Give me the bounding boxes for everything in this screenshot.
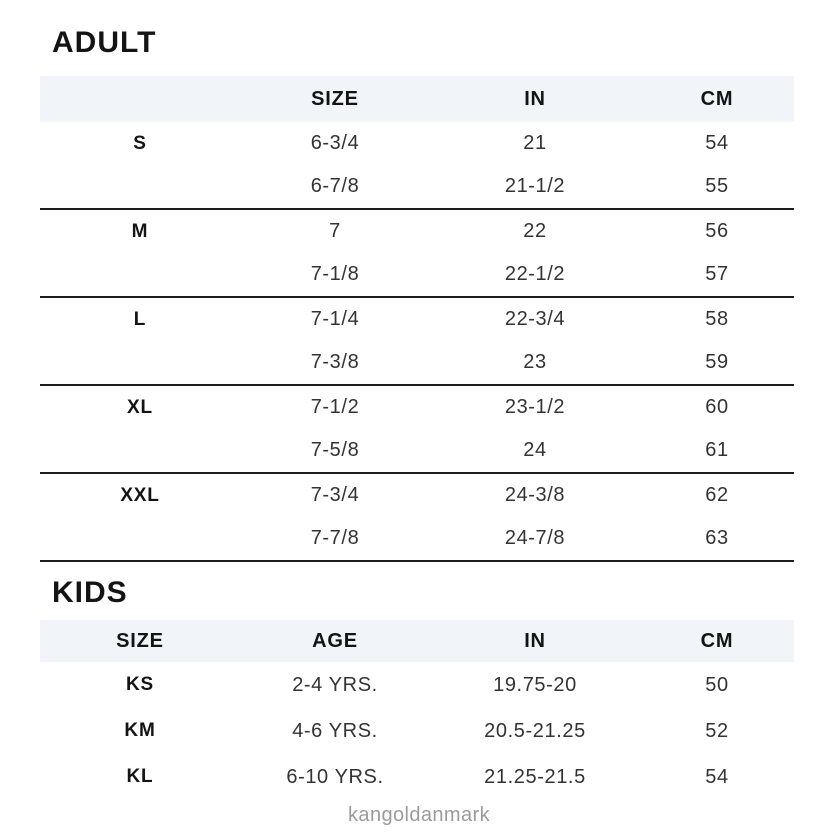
inches-value: 19.75-20 [493,673,577,696]
inches-value: 22-1/2 [504,263,566,285]
adult-size-group-l [40,298,794,386]
inches-value: 23 [523,351,547,373]
cm-value: 63 [705,527,729,549]
kids-header-size: SIZE [116,629,164,652]
adult-header-in: IN [524,87,546,110]
inches-value: 23-1/2 [504,396,566,418]
table-row [40,386,794,429]
size-label: KL [126,766,154,787]
size-label: L [133,308,147,330]
adult-size-group-xl [40,386,794,474]
adult-section-title: ADULT [52,26,157,59]
table-row [40,165,794,208]
size-label: M [131,220,149,242]
size-value: 7-7/8 [310,527,360,549]
adult-size-table [40,76,794,562]
size-value: 6-7/8 [310,175,360,197]
size-value: 7-1/2 [310,396,360,418]
adult-size-group-s [40,122,794,210]
size-label: KM [124,720,156,741]
table-row [40,341,794,384]
inches-value: 20.5-21.25 [484,719,586,742]
cm-value: 60 [705,396,729,418]
size-value: 7-3/8 [310,351,360,373]
size-value: 7-1/8 [310,263,360,285]
inches-value: 22-3/4 [504,308,566,330]
cm-value: 59 [705,351,729,373]
table-row [40,662,794,708]
cm-value: 55 [705,175,729,197]
inches-value: 22 [523,220,547,242]
inches-value: 24-7/8 [504,527,566,549]
size-label: S [133,132,147,154]
table-row [40,253,794,296]
size-value: 7 [329,220,341,242]
size-label: XL [127,396,153,418]
table-row [40,429,794,472]
table-row [40,298,794,341]
age-value: 4-6 YRS. [292,719,378,742]
inches-value: 21 [523,132,547,154]
cm-value: 58 [705,308,729,330]
size-value: 7-1/4 [310,308,360,330]
kids-header-in: IN [524,629,546,652]
cm-value: 61 [705,439,729,461]
inches-value: 24-3/8 [504,484,566,506]
kids-header-cm: CM [700,629,734,652]
size-label: KS [126,674,154,695]
inches-value: 21-1/2 [504,175,566,197]
inches-value: 24 [523,439,547,461]
size-value: 7-3/4 [310,484,360,506]
table-row [40,754,794,800]
cm-value: 62 [705,484,729,506]
kids-section-title: KIDS [52,576,128,609]
kids-header-age: AGE [312,629,358,652]
table-row [40,708,794,754]
table-row [40,474,794,517]
kids-table-header-row [40,620,794,662]
cm-value: 50 [705,673,729,696]
table-row [40,122,794,165]
size-value: 6-3/4 [310,132,360,154]
age-value: 2-4 YRS. [292,673,378,696]
size-value: 7-5/8 [310,439,360,461]
kids-size-table [40,620,794,800]
age-value: 6-10 YRS. [286,765,384,788]
adult-header-cm: CM [700,87,734,110]
adult-size-group-m [40,210,794,298]
table-row [40,210,794,253]
adult-header-size: SIZE [311,87,359,110]
size-label: XXL [120,484,160,506]
adult-size-group-xxl [40,474,794,562]
table-row [40,517,794,560]
brand-watermark: kangoldanmark [348,804,490,826]
adult-table-header-row [40,76,794,122]
inches-value: 21.25-21.5 [484,765,586,788]
cm-value: 56 [705,220,729,242]
cm-value: 57 [705,263,729,285]
cm-value: 54 [705,765,729,788]
cm-value: 54 [705,132,729,154]
cm-value: 52 [705,719,729,742]
